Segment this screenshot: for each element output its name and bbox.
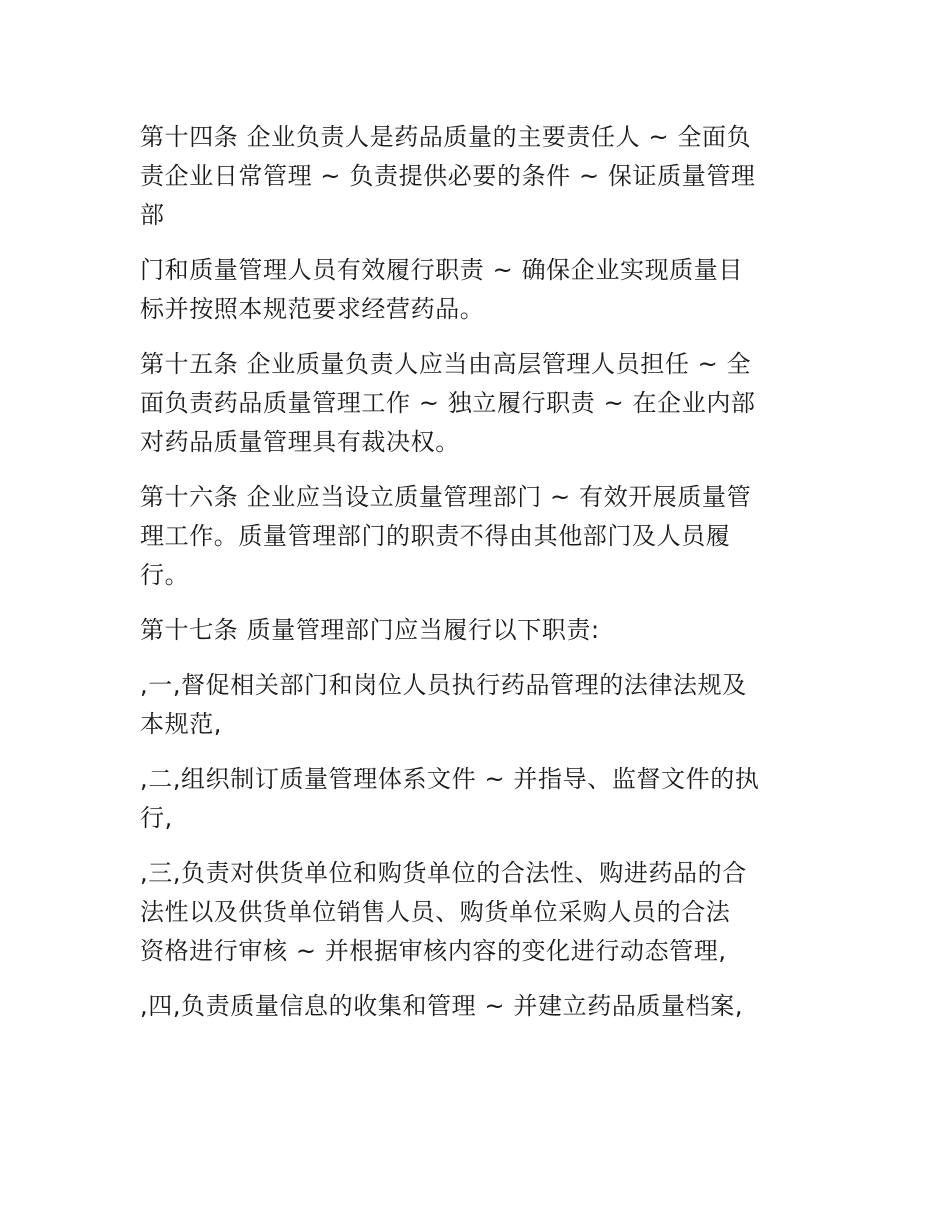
text-line: 第十六条 企业应当设立质量管理部门 ~ 有效开展质量管 bbox=[140, 483, 752, 511]
text-line: ,四,负责质量信息的收集和管理 ~ 并建立药品质量档案, bbox=[140, 992, 744, 1020]
text-line: 对药品质量管理具有裁决权。 bbox=[140, 428, 460, 456]
text-line: 资格进行审核 ~ 并根据审核内容的变化进行动态管理, bbox=[140, 937, 727, 965]
paragraph-article-16 bbox=[140, 478, 810, 595]
text-line: 行。 bbox=[140, 561, 190, 589]
text-line: 第十五条 企业质量负责人应当由高层管理人员担任 ~ 全 bbox=[140, 350, 752, 378]
paragraph-article-14 bbox=[140, 118, 810, 235]
list-item-duty-2 bbox=[140, 760, 810, 838]
text-line: 责企业日常管理 ~ 负责提供必要的条件 ~ 保证质量管理 bbox=[140, 162, 756, 190]
paragraph-article-15 bbox=[140, 345, 810, 462]
text-line: 标并按照本规范要求经营药品。 bbox=[140, 295, 485, 323]
list-item-duty-1 bbox=[140, 666, 810, 744]
text-line: ,一,督促相关部门和岗位人员执行药品管理的法律法规及 bbox=[140, 671, 747, 699]
text-line: ,三,负责对供货单位和购货单位的合法性、购进药品的合 bbox=[140, 859, 747, 887]
text-line: 第十四条 企业负责人是药品质量的主要责任人 ~ 全面负 bbox=[140, 123, 752, 151]
text-line: 行, bbox=[140, 804, 173, 832]
paragraph-article-14-continued bbox=[140, 251, 810, 329]
paragraph-article-17 bbox=[140, 611, 810, 650]
text-line: ,二,组织制订质量管理体系文件 ~ 并指导、监督文件的执 bbox=[140, 765, 760, 793]
text-line: 法性以及供货单位销售人员、购货单位采购人员的合法 bbox=[140, 898, 731, 926]
text-line: 面负责药品质量管理工作 ~ 独立履行职责 ~ 在企业内部 bbox=[140, 389, 756, 417]
text-line: 部 bbox=[140, 201, 165, 229]
text-line: 理工作。质量管理部门的职责不得由其他部门及人员履 bbox=[140, 522, 731, 550]
list-item-duty-4 bbox=[140, 987, 810, 1026]
list-item-duty-3 bbox=[140, 854, 810, 971]
text-line: 第十七条 质量管理部门应当履行以下职责: bbox=[140, 616, 600, 644]
text-line: 本规范, bbox=[140, 710, 223, 738]
text-line: 门和质量管理人员有效履行职责 ~ 确保企业实现质量目 bbox=[140, 256, 743, 284]
document-page bbox=[140, 118, 810, 1042]
